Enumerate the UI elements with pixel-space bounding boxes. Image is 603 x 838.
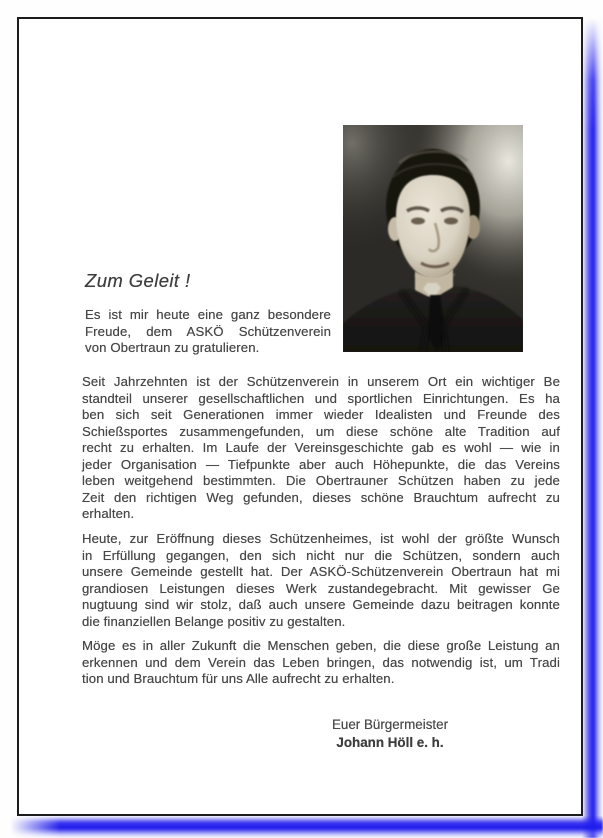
text-line: von Obertraun zu gratulieren. (85, 340, 260, 355)
text-line: Seit Jahrzehnten ist der Schützenverein in unserem Ort ein wichtiger Be (82, 374, 560, 389)
text-line: standteil unserer gesellschaftlichen und sportlichen Einrichtungen. Es ha (82, 390, 560, 406)
text-line: erkennen und dem Verein das Leben bringen, das notwendig ist, um Tradi (82, 654, 560, 670)
text-line: unsere Gemeinde gestellt hat. Der ASKÖ-Schützenverein Obertraun hat mi (82, 564, 560, 579)
text-line: nugtuung sind wir stolz, daß auch unsere Gemeinde dazu beitragen konnte (82, 597, 560, 612)
text-line: grandiosen Leistungen dieses Werk zustandegebracht. Mit gewisser Ge (82, 580, 560, 596)
text-line: die finanziellen Belange positiv zu gestalten. (82, 613, 346, 629)
body-paragraph-1 (82, 374, 560, 523)
intro-paragraph (85, 307, 331, 357)
signature-name: Johann Höll e. h. (336, 734, 444, 750)
bw-portrait-image (343, 125, 523, 352)
text-line: ben sich seit Generationen immer wieder Idealisten und Freunde des (82, 407, 560, 422)
text-line: Es ist mir heute eine ganz besondere (85, 307, 331, 322)
text-line: Möge es in aller Zukunft die Menschen geben, die diese große Leistung an (82, 638, 560, 653)
text-line: Schießsportes zusammengefunden, um diese schöne alte Tradition auf (82, 423, 560, 439)
signature-block (300, 716, 480, 751)
text-line: leben weitgehend bestimmten. Die Obertrauner Schützen haben zu jede (82, 473, 560, 488)
text-line: recht zu erhalten. Im Laufe der Vereinsgeschichte gab es wohl — wie in (82, 440, 560, 455)
text-line: in Erfüllung gegangen, den sich nicht nur die Schützen, sondern auch (82, 547, 560, 563)
text-line: Heute, zur Eröffnung dieses Schützenheimes, ist wohl der größte Wunsch (82, 531, 560, 546)
blue-glow-right (582, 0, 603, 838)
body-paragraph-2 (82, 531, 560, 630)
text-line: tion und Brauchtum für uns Alle aufrecht zu erhalten. (82, 671, 395, 686)
text-line: erhalten. (82, 506, 135, 521)
page-title: Zum Geleit ! (85, 270, 191, 291)
signature-role: Euer Bürgermeister (331, 717, 449, 732)
text-line: Zeit den richtigen Weg gefunden, dieses schöne Brauchtum aufrecht zu (82, 489, 560, 505)
portrait-photo (343, 125, 523, 352)
body-paragraph-3 (82, 638, 560, 688)
text-line: jeder Organisation — Tiefpunkte aber auch Höhepunkte, die das Vereins (82, 456, 560, 472)
text-line: Freude, dem ASKÖ Schützenverein (85, 323, 331, 339)
blue-glow-bottom (0, 816, 603, 838)
